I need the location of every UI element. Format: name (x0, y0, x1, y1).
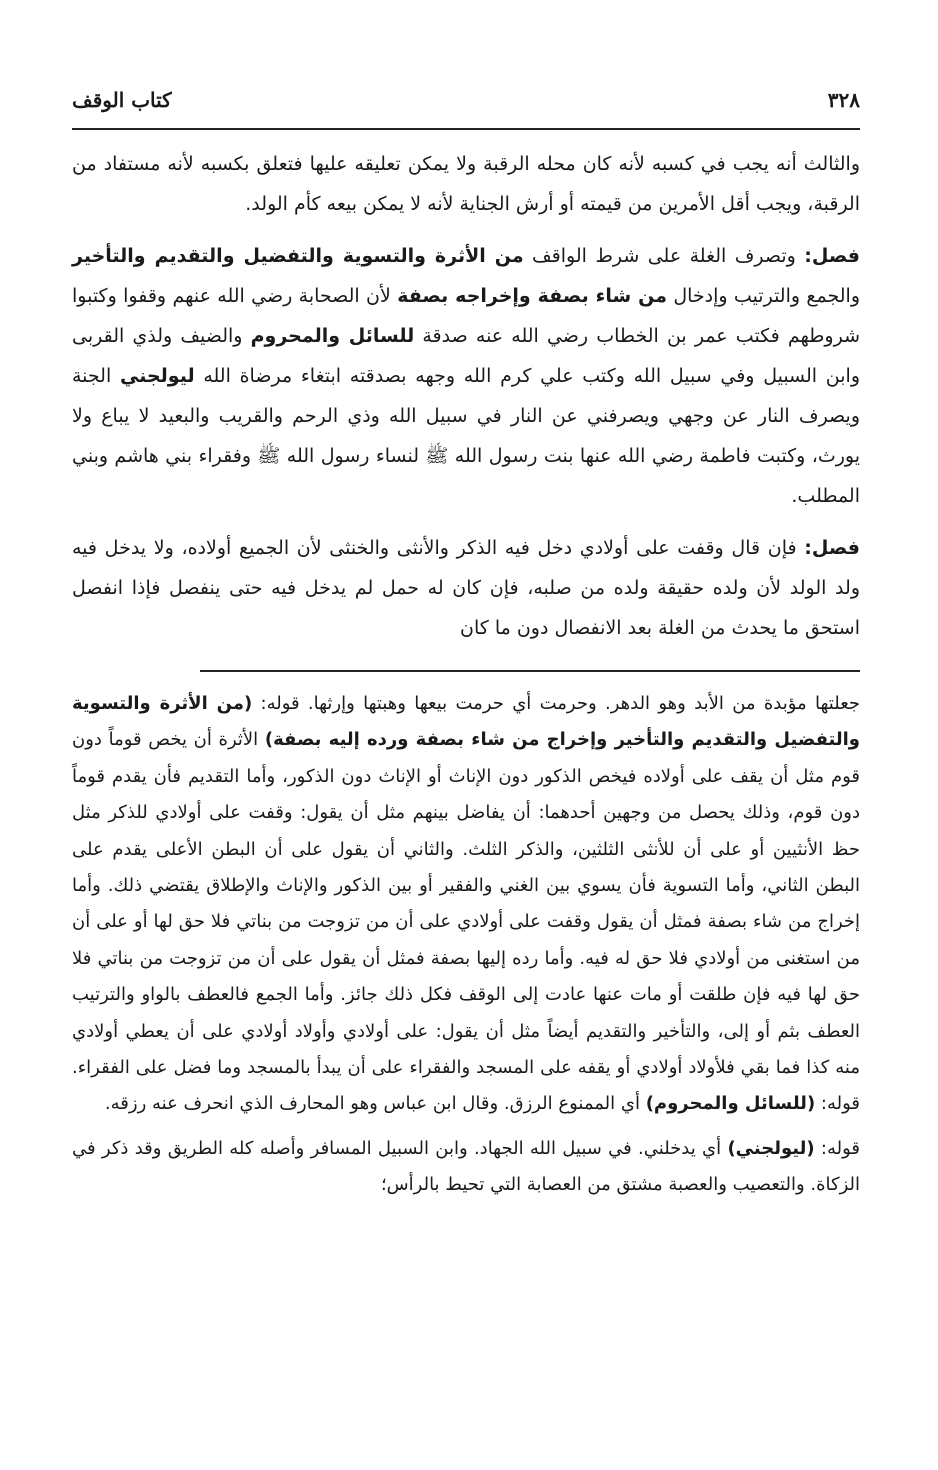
paragraph-1: والثالث أنه يجب في كسبه لأنه كان محله الرقبة ولا يمكن تعليقه عليها فتعلق بكسبه لأنه مستفاد من الرقبة، ويجب أقل الأمرين من قيمته أو أرش الجناية لأنه لا يمكن بيعه كأم الولد. (72, 153, 860, 215)
paragraph-3: فصل: فإن قال وقفت على أولادي دخل فيه الذكر والأنثى والخنثى لأن الجميع أولاده، ولا يدخل فيه ولد الولد لأن ولده حقيقة ولده من صلبه، فإن كان له حمل لم يدخل فيه حتى ينفصل فإذا انفصل استحق ما يحدث من الغلة بعد الانفصال دون ما كان (72, 537, 860, 639)
bold-phrase: (للسائل والمحروم) (645, 1093, 816, 1115)
bold-phrase: (من الأثرة والتسوية والتفضيل والتقديم والتأخير وإخراج من شاء بصفة ورده إليه بصفة) (72, 693, 860, 751)
footnote-2: قوله: (ليولجني) أي يدخلني. في سبيل الله الجهاد. وابن السبيل المسافر وأصله كله الطريق وقد ذكر في الزكاة. والتعصيب والعصبة مشتق من العصابة التي تحيط بالرأس؛ (72, 1137, 860, 1196)
section-label: فصل: (804, 245, 860, 267)
book-title: كتاب الوقف (72, 88, 172, 112)
paragraph-2: فصل: وتصرف الغلة على شرط الواقف من الأثرة والتسوية والتفضيل والتقديم والتأخير والجمع والترتيب وإدخال من شاء بصفة وإخراجه بصفة لأن الصحابة رضي الله عنهم وقفوا وكتبوا شروطهم فكتب عمر بن الخطاب رضي الله عنه صدقة للسائل والمحروم والضيف ولذي القربى وابن السبيل وفي سبيل الله وكتب علي كرم الله وجهه بصدقته ابتغاء مرضاة الله ليولجني الجنة ويصرف النار عن وجهي ويصرفني عن النار في سبيل الله وذي الرحم والقريب والبعيد لا يباع ولا يورث، وكتبت فاطمة رضي الله عنها بنت رسول الله ﷺ لنساء رسول الله ﷺ وفقراء بني هاشم وبني المطلب. (72, 245, 861, 507)
footnote-divider (200, 670, 860, 672)
page-number: ٣٢٨ (827, 88, 860, 112)
page-header (72, 88, 860, 130)
bold-phrase: ليولجني (119, 365, 195, 387)
bold-phrase: من شاء بصفة وإخراجه بصفة (397, 285, 667, 307)
book-page (72, 88, 860, 1212)
footnotes (72, 686, 860, 1204)
bold-phrase: للسائل والمحروم (250, 325, 415, 347)
bold-phrase: من الأثرة والتسوية والتفضيل والتقديم والتأخير (72, 245, 524, 267)
bold-phrase: (ليولجني) (727, 1137, 815, 1159)
main-text (72, 144, 860, 648)
footnote-1: جعلتها مؤبدة من الأبد وهو الدهر. وحرمت أي حرمت بيعها وهبتها وإرثها. قوله: (من الأثرة والتسوية والتفضيل والتقديم والتأخير وإخراج من شاء بصفة ورده إليه بصفة) الأثرة أن يخص قوماً دون قوم مثل أن يقف على أولاده فيخص الذكور دون الإناث أو الإناث دون الذكور، وأما التقديم فأن يقدم قوماً دون قوم، وذلك يحصل من وجهين أحدهما: أن يفاضل بينهم مثل أن يقول: وقفت على أولادي للذكر مثل حظ الأنثيين أو على أن للأنثى الثلثين، والذكر الثلث. والثاني أن يقول على أن البطن الأعلى يقدم على البطن الثاني، وأما التسوية فأن يسوي بين الغني والفقير أو بين الذكور والإناث والإطلاق يقتضي ذلك. وأما إخراج من شاء بصفة فمثل أن يقول وقفت على أولادي على أن من تزوجت من بناتي فلا حق لها أو على أن من استغنى من أولادي فلا حق له فيه. وأما رده إليها بصفة فمثل أن يقول على أن من تزوجت من بناتي فلا حق لها فيه فإن طلقت أو مات عنها عادت إلى الوقف فكل ذلك جائز. وأما الجمع فالعطف بالواو والترتيب العطف بثم أو إلى، والتأخير والتقديم أيضاً مثل أن يقول: على أولادي وأولاد أولادي على أن يعطي أولادي منه كذا فما بقي فلأولاد أولادي أو يقفه على المسجد والفقراء على أن يبدأ بالمسجد وما فضل على الفقراء. قوله: (للسائل والمحروم) أي الممنوع الرزق. وقال ابن عباس وهو المحارف الذي انحرف عنه رزقه. (72, 693, 860, 1115)
section-label: فصل: (804, 537, 860, 559)
